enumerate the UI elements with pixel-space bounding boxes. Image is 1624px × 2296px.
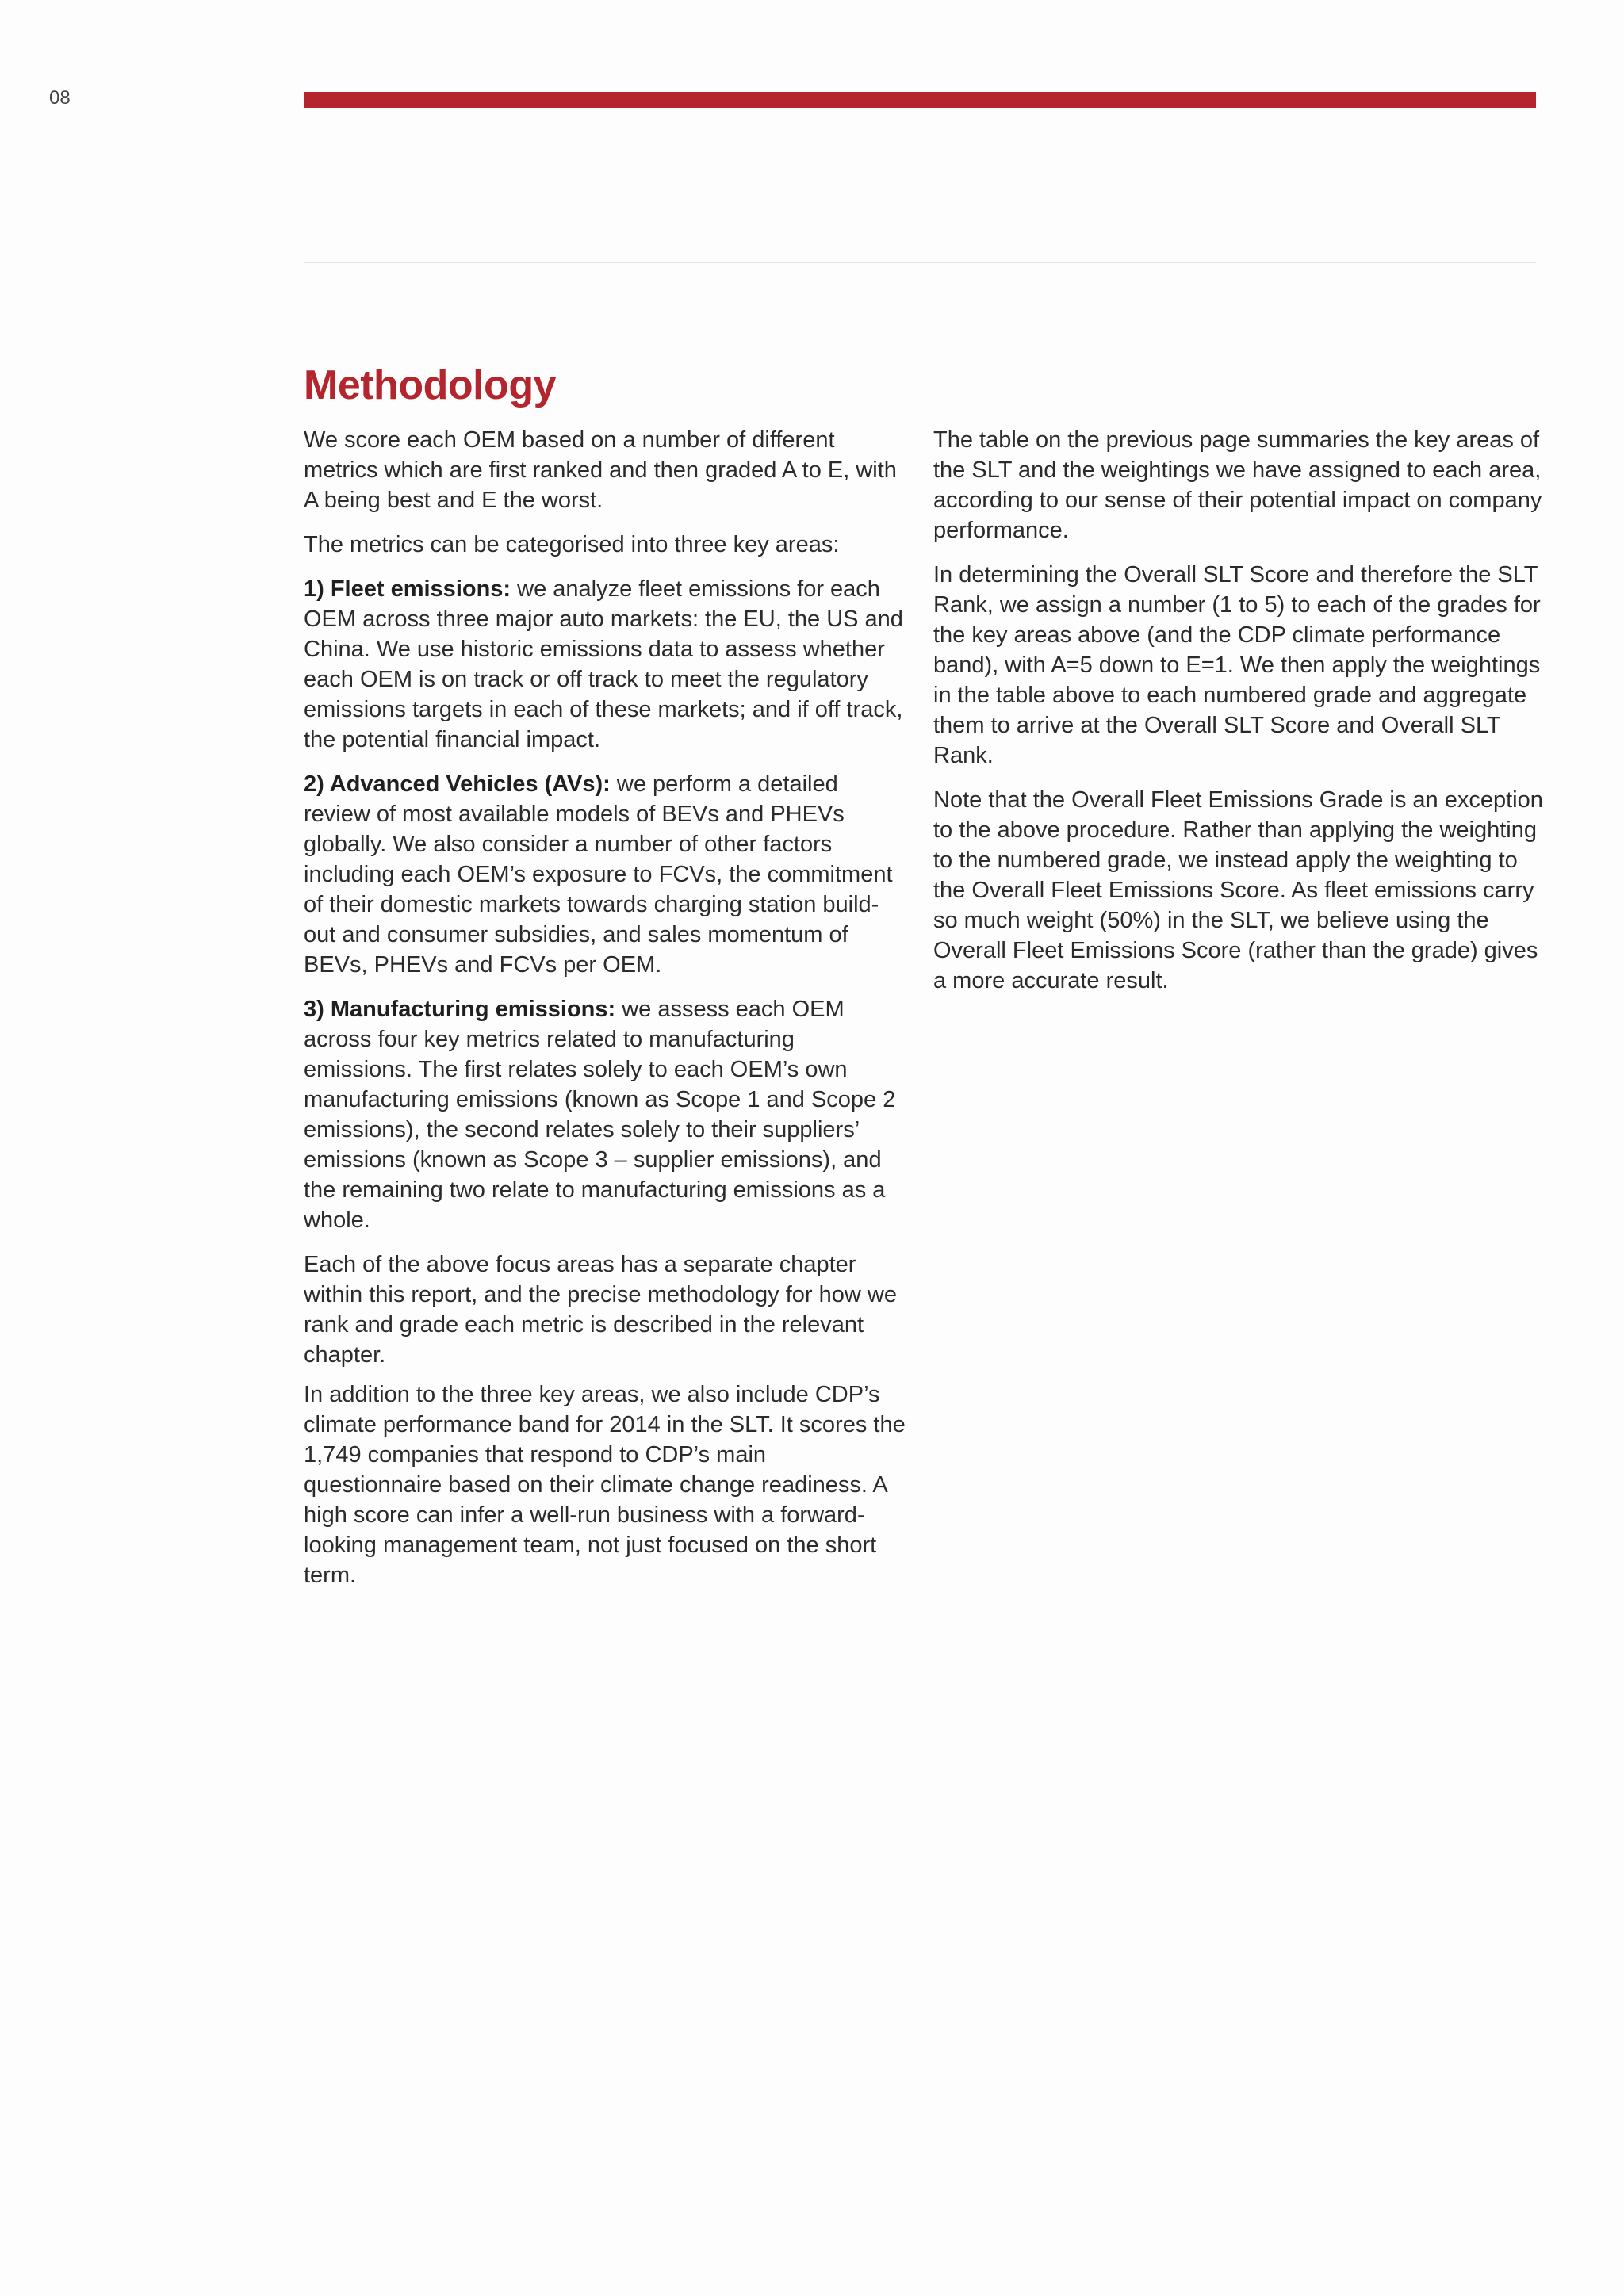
header-divider [304,262,1536,263]
key-areas-intro: The metrics can be categorised into three key areas: [304,532,840,557]
page-number: 08 [49,87,71,109]
header-accent-bar [304,92,1536,108]
overall-score-paragraph: In determining the Overall SLT Score and therefore the SLT Rank, we assign a number (1 to 5) to each of the grades for the key areas above (and the CDP climate performance band), with A=5 down to E=1. We then apply the weightings in the table above to each numbered grade and aggregate them to arrive at the Overall SLT Score and Overall SLT Rank. [933,562,1541,768]
right-column [933,425,1544,1010]
manufacturing-emissions-paragraph [304,994,906,1235]
advanced-vehicles-body: we perform a detailed review of most available models of BEVs and PHEVs globally. We also consider a number of other factors including each OEM’s exposure to FCVs, the commitment of their domestic markets towards charging station build-out and consumer subsidies, and sales momentum of BEVs, PHEVs and FCVs per OEM. [304,771,893,978]
section-title: Methodology [304,362,557,408]
fleet-emissions-paragraph [304,574,906,755]
left-column [304,425,906,1605]
chapters-paragraph: Each of the above focus areas has a separate chapter within this report, and the precise methodology for how we rank and grade each metric is described in the relevant chapter. [304,1252,897,1368]
advanced-vehicles-paragraph [304,769,906,980]
cdp-paragraph: In addition to the three key areas, we also include CDP’s climate performance band for 2014 in the SLT. It scores the 1,749 companies that respond to CDP’s main questionnaire based on their climate change readiness. A high score can infer a well-run business with a forward-looking management team, not just focused on the short term. [304,1382,906,1588]
intro-paragraph: We score each OEM based on a number of different metrics which are first ranked and then graded A to E, with A being best and E the worst. [304,427,897,513]
fleet-grade-exception-paragraph: Note that the Overall Fleet Emissions Grade is an exception to the above procedure. Rather than applying the weighting to the numbered grade, we instead apply the weighting to the Overall Fleet Emissions Score. As fleet emissions carry so much weight (50%) in the SLT, we believe using the Overall Fleet Emissions Score (rather than the grade) gives a more accurate result. [933,787,1543,993]
manufacturing-emissions-body: we assess each OEM across four key metrics related to manufacturing emissions. The first relates solely to each OEM’s own manufacturing emissions (known as Scope 1 and Scope 2 emissions), the second relates solely to their suppliers’ emissions (known as Scope 3 – supplier emissions), and the remaining two relate to manufacturing emissions as a whole. [304,997,896,1233]
manufacturing-emissions-lead: 3) Manufacturing emissions: [304,997,616,1022]
fleet-emissions-lead: 1) Fleet emissions: [304,576,511,602]
fleet-emissions-body: we analyze fleet emissions for each OEM across three major auto markets: the EU, the US and China. We use historic emissions data to assess whether each OEM is on track or off track to meet the regulatory emissions targets in each of these markets; and if off track, the potential financial impact. [304,576,903,752]
advanced-vehicles-lead: 2) Advanced Vehicles (AVs): [304,771,611,797]
table-summary-paragraph: The table on the previous page summaries the key areas of the SLT and the weightings we have assigned to each area, according to our sense of their potential impact on company performance. [933,427,1542,543]
